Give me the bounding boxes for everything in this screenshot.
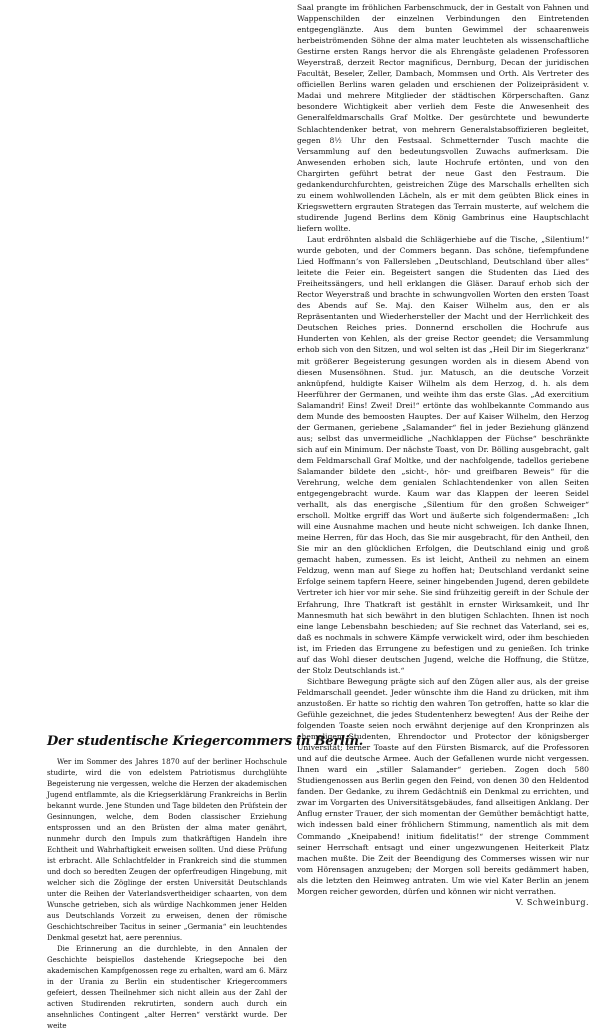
article-paragraph-3: Saal prangte im fröhlichen Farbenschmuck, der in Gestalt von Fahnen und Wappenschilden der einzelnen Verbindungen den Eintretenden entgegenglänzte. Aus dem bunten Gewimmel der schaarenweis herbeiströmenden Söhne der alma mater leuchteten als wissenschaftliche Gestirne ersten Rangs hervor die als Ehrengäste geladenen Professoren Weyerstraß, derzeit Rector magnificus, Dernburg, Decan der juridischen Facultät, Beseler, Zeller, Dambach, Mommsen und Orth. Als Vertreter des officiellen Berlins waren geladen und erschienen der Polizeipräsident v. Madai und mehrere Mitglieder der städtischen Körperschaften. Ganz besondere Wichtigkeit aber verlieh dem Feste die Anwesenheit des Generalfeldmarschalls Graf Moltke. Der gesürchtete und bewunderte Schlachtendenker betrat, von mehrern Generalstabsoffizieren begleitet, gegen 8½ Uhr den Festsaal. Schmetternder Tusch machte die Versammlung auf den bedeutungsvollen Zuwachs aufmerksam. Die Anwesenden erhoben sich, laute Hochrufe ertönten, und von den Chargirten geführt betrat der neue Gast den Festraum. Die gedankendurchfurchten, geistreichen Züge des Marschalls erhellten sich zu einem wohlwollenden Lächeln, als er mit dem geübten Blick eines in Kriegswettern ergrauten Strategen das Terrain musterte, auf welchem die studirende Jugend Berlins dem König Gambrinus eine Hauptschlacht liefern wollte. <box>297 3 589 233</box>
author-signature: V. Schweinburg. <box>515 897 589 907</box>
article-paragraph-2: Die Erinnerung an die durchlebte, in den Annalen der Geschichte beispiellos dastehende Kriegsepoche bei den akademischen Kampfgenossen rege zu erhalten, ward am 6. März in der Urania zu Berlin ein studentischer Kriegercommers gefeiert, dessen Theilnehmer sich nicht allein aus der Zahl der activen Studirenden rekrutirten, sondern auch durch ein ansehnliches Contingent „alter Herren“ verstärkt wurde. Der weite <box>47 944 287 1030</box>
article-paragraph-5: Sichtbare Bewegung prägte sich auf den Zügen aller aus, als der greise Feldmarschall geendet. Jeder wünschte ihm die Hand zu drücken, mit ihm anzustoßen. Er hatte so richtig den wahren Ton getroffen, hatte so klar die Gefühle gezeichnet, die jedes Studentenherz bewegten! Aus der Reihe der folgenden Toaste seien noch erwähnt derjenige auf den Kronprinzen als ehemaligen Studenten, Ehrendoctor und Protector der königsberger Universität; ferner Toaste auf den Fürsten Bismarck, auf die Professoren und auf die deutsche Armee. Auch der Gefallenen wurde nicht vergessen. Ihnen ward ein „stiller Salamander“ gerieben. Zogen doch 580 Studiengenossen aus Berlin gegen den Feind, von denen 30 den Heldentod fanden. Der Gedanke, zu ihrem Gedächtniß ein Denkmal zu errichten, und zwar im Vorgarten des Universitätsgebäudes, fand allseitigen Anklang. Der Anflug ernster Trauer, der sich momentan der Gemüther bemächtigt hatte, wich indessen bald einer fröhlichern Stimmung, namentlich als mit dem Commando „Kneipabend! initium fidelitatis!“ der strenge Commment seiner Herrschaft entsagt und einer ungezwungenen Heiterkeit Platz machen mußte. Die Zeit der Beendigung des Commerses wissen wir nur vom Hörensagen anzugeben; der Morgen soll bereits gedämmert haben, als die letzten den Heimweg antraten. Um wie viel Kater Berlin an jenem Morgen reicher geworden, dürfen und können wir nicht verrathen. <box>297 676 589 896</box>
left-column <box>47 734 364 1031</box>
article-paragraph-4: Laut erdröhnten alsbald die Schlägerhiebe auf die Tische, „Silentium!“ wurde geboten, und der Commers begann. Das schöne, tiefempfundene Lied Hoffmann’s von Fallersleben „Deutschland, Deutschland über alles“ leitete die Feier ein. Begeistert sangen die Studenten das Lied des Freiheitssängers, und hell erklangen die Gläser. Darauf erhob sich der Rector Weyerstraß und brachte in schwungvollen Worten den ersten Toast des Abends auf Se. Maj. den Kaiser Wilhelm aus, den er als Repräsentanten und Wiederhersteller der Macht und der Herrlichkeit des Deutschen Reiches pries. Donnernd erschollen die Hochrufe aus Hunderten von Kehlen, als der greise Rector geendet; die Versammlung erhob sich von den Sitzen, und wol selten ist das „Heil Dir im Siegerkranz“ mit größerer Begeisterung gesungen worden als in diesem Abend von diesen Musensöhnen. Stud. jur. Matusch, an die deutsche Vorzeit anknüpfend, huldigte Kaiser Wilhelm als dem Herzog, d. h. als dem Heerführer der Germanen, und weihte ihm das erste Glas. „Ad exercitium Salamandri! Eins! Zwei! Drei!“ ertönte das wohlbekannte Commando aus dem Munde des bemoosten Hauptes. Der auf Kaiser Wilhelm, den Herzog der Germanen, geriebene „Salamander“ fiel in jeder Beziehung glänzend aus; selbst das unvermeidliche „Nachklappen der Füchse“ beschränkte sich auf ein Minimum. Der nächste Toast, von Dr. Bölling ausgebracht, galt dem Feldmarschall Graf Moltke, und der nachfolgende, tadellos geriebene Salamander bildete den „sicht-, hör- und greifbaren Beweis“ für die Verehrung, welche dem genialen Schlachtendenker von allen Seiten entgegengebracht wurde. Kaum war das Klappen der leeren Seidel verhallt, als das energische „Silentium für den großen Schweiger“ erscholl. Moltke ergriff das Wort und äußerte sich folgendermaßen: „Ich will eine Ausnahme machen und heute nicht schweigen. Ich danke Ihnen, meine Herren, für das Hoch, das Sie mir ausgebracht, für den Antheil, den Sie mir an den glücklichen Erfolgen, die Deutschland einig und groß gemacht haben, zumessen. Es ist leicht, Antheil zu nehmen an einem Feldzug, wenn man auf Siege zu hoffen hat; Deutschland verdankt seine Erfolge seinem tapfern Heere, seiner hingebenden Jugend, deren gebildete Vertreter ich hier vor mir sehe. Sie sind frühzeitig gereift in der Schule der Erfahrung, Ihre Thatkraft ist gestählt in ernster Wirksamkeit, und Ihr Mannesmuth hat sich bewährt in den blutigen Schlachten. Ihnen ist noch eine lange Lebensbahn beschieden; auf Sie rechnet das Vaterland, sei es, daß es nochmals in schwere Kämpfe verwickelt wird, oder ihm beschieden ist, im Frieden das Errungene zu befestigen und zu genießen. Ich trinke auf das Wohl dieser deutschen Jugend, welche die Hoffnung, die Stütze, der Stolz Deutschlands ist.“ <box>297 234 589 675</box>
right-column <box>297 2 589 908</box>
article-title: Der studentische Kriegercommers in Berlin. <box>47 734 364 749</box>
article-paragraph-1: Wer im Sommer des Jahres 1870 auf der berliner Hochschule studirte, wird die von edelstem Patriotismus durchglühte Begeisterung nie vergessen, welche die Herzen der akademischen Jugend entflammte, als die Kriegserklärung Frankreichs in Berlin bekannt wurde. Jene Stunden und Tage bildeten den Prüfstein der Gesinnungen, welche, dem Boden classischer Erziehung entsprossen und an den Brüsten der alma mater genährt, nunmehr durch den Impuls zum thatkräftigen Handeln ihre Echtheit und Wahrhaftigkeit erweisen sollten. Und diese Prüfung ist erbracht. Alle Schlachtfelder in Frankreich sind die stummen und doch so beredten Zeugen der opferfreudigen Hingebung, mit welcher sich die Zöglinge der ersten Universität Deutschlands unter die Reihen der Vaterlandsvertheidiger schaarten, von dem Wunsche getrieben, sich als würdige Nachkommen jener Helden aus Deutschlands Vorzeit zu erweisen, denen der römische Geschichtschreiber Tacitus in seiner „Germania“ ein leuchtendes Denkmal gesetzt hat, aere perennius. <box>47 757 287 942</box>
